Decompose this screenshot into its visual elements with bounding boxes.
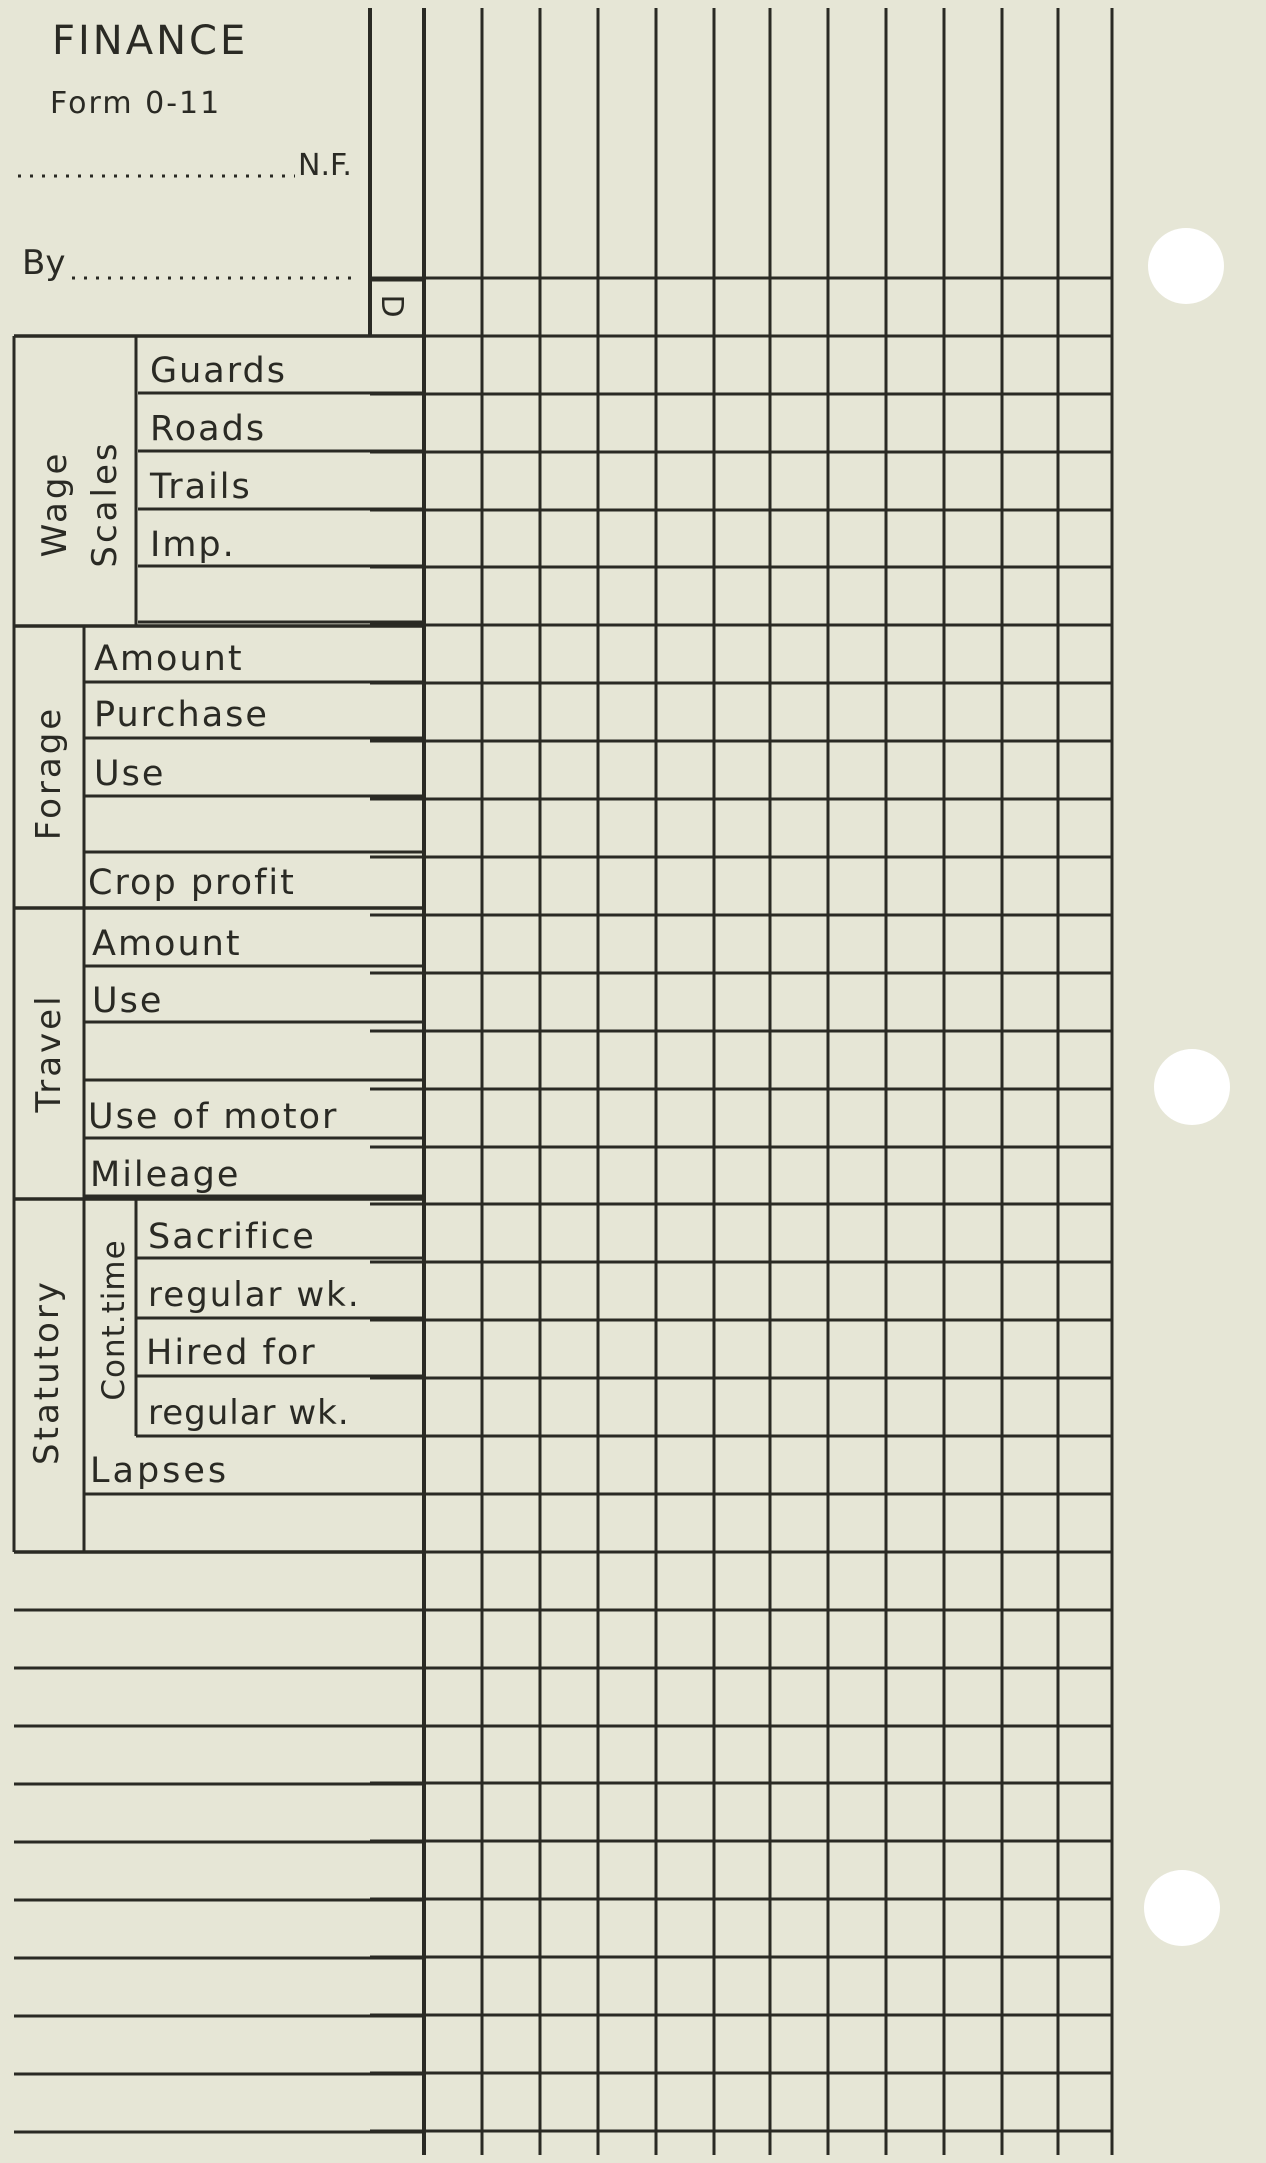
- statutory-section-label: Statutory: [27, 1279, 67, 1465]
- row-label-imp: Imp.: [150, 525, 236, 565]
- by-label: By: [22, 243, 66, 283]
- column-marker-d: D: [374, 294, 409, 318]
- row-label-roads: Roads: [150, 409, 267, 449]
- wage-section-label: Wage: [35, 450, 75, 558]
- row-label-mileage: Mileage: [90, 1155, 241, 1195]
- forest-suffix: N.F.: [298, 148, 352, 183]
- row-label-travel-use: Use: [92, 981, 164, 1021]
- punch-hole-bottom: [1144, 1870, 1220, 1946]
- punch-hole-top: [1148, 228, 1224, 304]
- row-label-forage-purchase: Purchase: [94, 695, 269, 735]
- travel-section-label: Travel: [29, 993, 69, 1113]
- row-label-regular-wk-1: regular wk.: [148, 1275, 361, 1315]
- row-label-crop-profit: Crop profit: [88, 863, 296, 903]
- row-label-guards: Guards: [150, 351, 287, 391]
- row-label-trails: Trails: [150, 467, 252, 507]
- cont-time-sub-label: Cont.time: [96, 1239, 132, 1401]
- row-label-travel-amount: Amount: [92, 924, 242, 964]
- form-number: Form 0-11: [50, 86, 222, 121]
- punch-hole-middle: [1154, 1049, 1230, 1125]
- row-label-forage-amount: Amount: [94, 639, 244, 679]
- forage-section-label: Forage: [29, 705, 69, 841]
- row-label-forage-use: Use: [94, 754, 166, 794]
- row-label-sacrifice: Sacrifice: [148, 1217, 316, 1257]
- scales-section-label: Scales: [85, 440, 125, 568]
- row-label-hired-for: Hired for: [146, 1333, 317, 1373]
- row-label-regular-wk-2: regular wk.: [148, 1393, 350, 1433]
- row-label-use-of-motor: Use of motor: [88, 1097, 339, 1137]
- row-label-lapses: Lapses: [90, 1451, 230, 1491]
- form-title: FINANCE: [52, 18, 249, 64]
